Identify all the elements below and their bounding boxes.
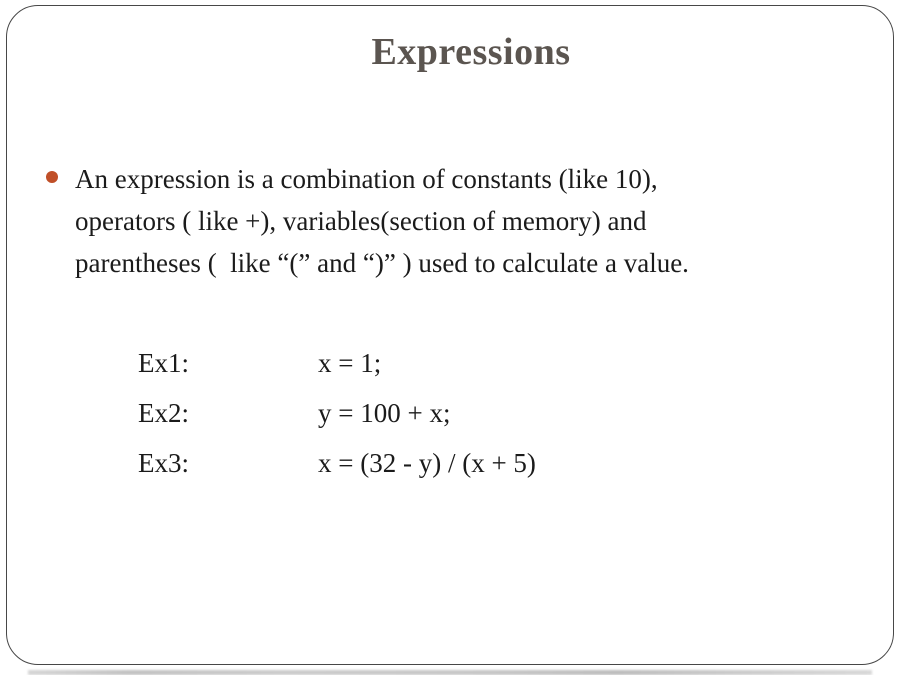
- example-label: Ex2:: [138, 397, 189, 428]
- slide-bottom-shadow: [28, 670, 872, 675]
- bullet-text: [75, 158, 689, 284]
- example-expression: x = (32 - y) / (x + 5): [318, 447, 536, 478]
- example-row: [138, 438, 536, 488]
- slide-title: Expressions: [371, 31, 571, 73]
- bullet-item: [46, 158, 689, 284]
- example-row: [138, 388, 536, 438]
- bullet-icon: [46, 171, 58, 183]
- example-label: Ex1:: [138, 347, 189, 378]
- example-row: [138, 338, 536, 388]
- bullet-line-2: operators ( like +), variables(section of memory) and: [75, 206, 647, 236]
- example-expression: y = 100 + x;: [318, 397, 451, 428]
- slide-border-frame: [6, 5, 894, 665]
- example-expression: x = 1;: [318, 347, 382, 378]
- bullet-line-1: An expression is a combination of constants (like 10),: [75, 164, 658, 194]
- example-label: Ex3:: [138, 447, 189, 478]
- bullet-line-3: parentheses ( like “(” and “)” ) used to calculate a value.: [75, 248, 689, 278]
- examples-block: [138, 338, 536, 488]
